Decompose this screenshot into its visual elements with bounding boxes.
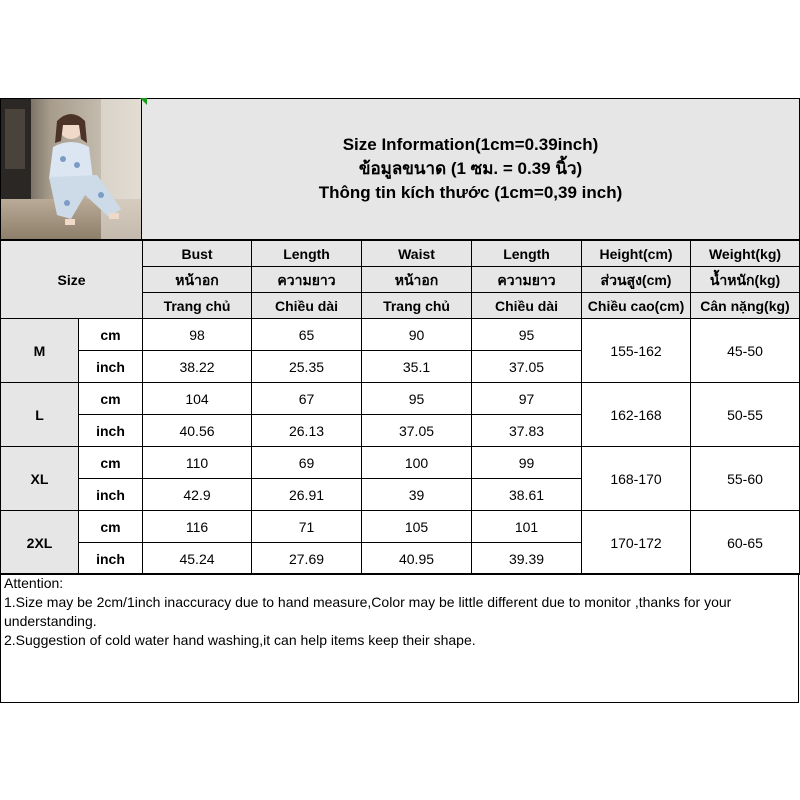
unit-inch: inch	[79, 351, 143, 383]
weight-cell: 45-50	[691, 319, 800, 383]
size-name: XL	[1, 447, 79, 511]
table-cell: 26.91	[252, 479, 362, 511]
info-line-thai: ข้อมูลขนาด (1 ซม. = 0.39 นิ้ว)	[358, 159, 583, 178]
table-cell: 45.24	[143, 543, 252, 575]
size-info-header	[142, 98, 800, 240]
weight-cell: 60-65	[691, 511, 800, 575]
table-cell: 100	[362, 447, 472, 479]
table-cell: 67	[252, 383, 362, 415]
size-header: Size	[1, 241, 143, 319]
table-cell: 40.56	[143, 415, 252, 447]
product-photo	[0, 98, 142, 240]
col-header-vi: Trang chủ	[362, 293, 472, 319]
table-cell: 71	[252, 511, 362, 543]
size-name: L	[1, 383, 79, 447]
table-cell: 27.69	[252, 543, 362, 575]
attention-title: Attention:	[4, 575, 64, 591]
table-cell: 69	[252, 447, 362, 479]
attention-notes	[0, 573, 799, 703]
table-cell: 99	[472, 447, 582, 479]
weight-cell: 50-55	[691, 383, 800, 447]
table-cell: 25.35	[252, 351, 362, 383]
size-name: M	[1, 319, 79, 383]
table-cell: 90	[362, 319, 472, 351]
col-header-th: น้ำหนัก(kg)	[691, 267, 800, 293]
col-header-th: ความยาว	[252, 267, 362, 293]
col-header-th: หน้าอก	[362, 267, 472, 293]
table-cell: 26.13	[252, 415, 362, 447]
unit-cm: cm	[79, 447, 143, 479]
table-cell: 38.61	[472, 479, 582, 511]
table-cell: 105	[362, 511, 472, 543]
table-cell: 65	[252, 319, 362, 351]
info-line-english: Size Information(1cm=0.39inch)	[342, 135, 599, 154]
attention-line-2: 2.Suggestion of cold water hand washing,it can help items keep their shape.	[4, 632, 476, 648]
weight-cell: 55-60	[691, 447, 800, 511]
table-cell: 95	[362, 383, 472, 415]
attention-line-1: 1.Size may be 2cm/1inch inaccuracy due to hand measure,Color may be little different due to monitor ,thanks for your understanding.	[4, 594, 732, 629]
height-cell: 162-168	[582, 383, 691, 447]
col-header-th: ความยาว	[472, 267, 582, 293]
col-header-vi: Trang chủ	[143, 293, 252, 319]
table-cell: 39.39	[472, 543, 582, 575]
product-photo-image	[1, 99, 141, 239]
col-header-en: Weight(kg)	[691, 241, 800, 267]
table-cell: 95	[472, 319, 582, 351]
col-header-th: หน้าอก	[143, 267, 252, 293]
col-header-vi: Chiều cao(cm)	[582, 293, 691, 319]
height-cell: 170-172	[582, 511, 691, 575]
table-cell: 97	[472, 383, 582, 415]
col-header-vi: Chiều dài	[472, 293, 582, 319]
size-name: 2XL	[1, 511, 79, 575]
unit-cm: cm	[79, 383, 143, 415]
table-cell: 39	[362, 479, 472, 511]
table-cell: 37.83	[472, 415, 582, 447]
unit-inch: inch	[79, 479, 143, 511]
unit-cm: cm	[79, 319, 143, 351]
col-header-en: Waist	[362, 241, 472, 267]
col-header-th: ส่วนสูง(cm)	[582, 267, 691, 293]
table-cell: 104	[143, 383, 252, 415]
unit-cm: cm	[79, 511, 143, 543]
table-cell: 116	[143, 511, 252, 543]
height-cell: 168-170	[582, 447, 691, 511]
table-cell: 37.05	[362, 415, 472, 447]
col-header-en: Height(cm)	[582, 241, 691, 267]
info-line-vietnamese: Thông tin kích thước (1cm=0,39 inch)	[318, 183, 623, 202]
table-cell: 42.9	[143, 479, 252, 511]
col-header-en: Length	[472, 241, 582, 267]
col-header-en: Length	[252, 241, 362, 267]
col-header-vi: Chiều dài	[252, 293, 362, 319]
height-cell: 155-162	[582, 319, 691, 383]
col-header-en: Bust	[143, 241, 252, 267]
unit-inch: inch	[79, 543, 143, 575]
table-cell: 40.95	[362, 543, 472, 575]
table-cell: 101	[472, 511, 582, 543]
col-header-vi: Cân nặng(kg)	[691, 293, 800, 319]
size-table	[0, 240, 800, 575]
table-cell: 110	[143, 447, 252, 479]
table-cell: 38.22	[143, 351, 252, 383]
table-cell: 98	[143, 319, 252, 351]
corner-mark	[140, 98, 147, 105]
table-cell: 37.05	[472, 351, 582, 383]
unit-inch: inch	[79, 415, 143, 447]
table-cell: 35.1	[362, 351, 472, 383]
